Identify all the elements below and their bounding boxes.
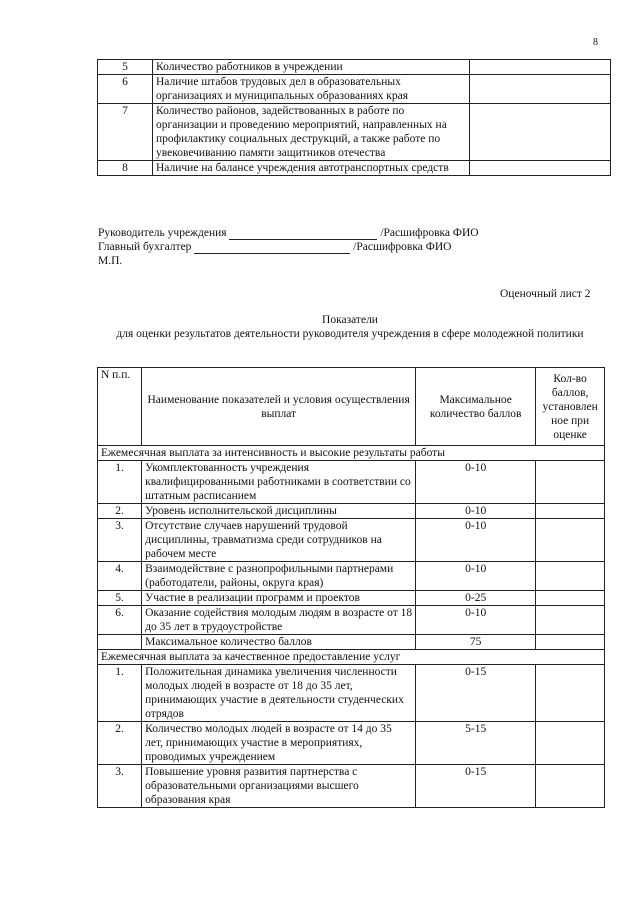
row-max: 0-10 [416, 606, 536, 635]
row-score-cell [536, 562, 605, 591]
signature-blank [229, 227, 377, 240]
row-number: 5. [98, 591, 142, 606]
row-text: Уровень исполнительской дисциплины [142, 504, 416, 519]
empty-cell [470, 161, 611, 176]
header-num: N п.п. [98, 368, 142, 446]
table-row [98, 60, 611, 75]
head-signature-line [98, 226, 598, 240]
table-row [98, 765, 605, 808]
empty-cell [470, 60, 611, 75]
row-max: 0-10 [416, 461, 536, 504]
section-title: Ежемесячная выплата за интенсивность и высокие результаты работы [98, 446, 605, 461]
row-number: 5 [98, 60, 153, 75]
row-text: Положительная динамика увеличения численности молодых людей в возрасте от 18 до 35 лет, принимающих участие в деятельности студенческих отрядов [142, 665, 416, 722]
table-row [98, 562, 605, 591]
section-row [98, 446, 605, 461]
row-max: 0-10 [416, 562, 536, 591]
row-number: 3. [98, 765, 142, 808]
row-text: Укомплектованность учреждения квалифицированными работниками в соответствии со штатным расписанием [142, 461, 416, 504]
table-header-row [98, 368, 605, 446]
head-label: Руководитель учреждения [98, 227, 227, 239]
total-label: Максимальное количество баллов [142, 635, 416, 650]
row-max: 0-10 [416, 519, 536, 562]
accountant-label: Главный бухгалтер [98, 241, 192, 253]
table-row [98, 665, 605, 722]
header-name: Наименование показателей и условия осуществления выплат [142, 368, 416, 446]
row-text: Количество районов, задействованных в работе по организации и проведению мероприятий, направленных на профилактику социальных деструкций, а также работе по увековечиванию памяти защитников отечества [153, 104, 470, 161]
row-score-cell [536, 461, 605, 504]
row-number: 2. [98, 504, 142, 519]
table-row [98, 606, 605, 635]
row-score-cell [536, 606, 605, 635]
row-text: Участие в реализации программ и проектов [142, 591, 416, 606]
table-row [98, 104, 611, 161]
signature-blank [194, 241, 350, 254]
row-number: 7 [98, 104, 153, 161]
row-number: 3. [98, 519, 142, 562]
accountant-signature-line [98, 240, 598, 254]
row-max: 0-10 [416, 504, 536, 519]
row-text: Повышение уровня развития партнерства с образовательными организациями высшего образования края [142, 765, 416, 808]
table-row [98, 504, 605, 519]
head-suffix: /Расшифровка ФИО [380, 227, 479, 239]
row-max: 5-15 [416, 722, 536, 765]
row-score-cell [536, 519, 605, 562]
table-row [98, 722, 605, 765]
row-text: Количество работников в учреждении [153, 60, 470, 75]
heading-title: Показатели [322, 314, 378, 326]
empty-cell [470, 104, 611, 161]
row-number: 2. [98, 722, 142, 765]
row-text: Оказание содействия молодым людям в возрасте от 18 до 35 лет в трудоустройстве [142, 606, 416, 635]
table-row [98, 75, 611, 104]
row-max: 0-15 [416, 665, 536, 722]
row-number: 1. [98, 665, 142, 722]
table-row [98, 591, 605, 606]
section-row [98, 650, 605, 665]
row-text: Наличие на балансе учреждения автотранспортных средств [153, 161, 470, 176]
sheet-label: Оценочный лист 2 [500, 288, 591, 300]
page-number: 8 [593, 37, 598, 48]
row-text: Наличие штабов трудовых дел в образовательных организациях и муниципальных образованиях края [153, 75, 470, 104]
row-text: Взаимодействие с разнопрофильными партнерами (работодатели, районы, округа края) [142, 562, 416, 591]
row-number: 6. [98, 606, 142, 635]
row-max: 0-15 [416, 765, 536, 808]
empty-cell [470, 75, 611, 104]
accountant-suffix: /Расшифровка ФИО [353, 241, 452, 253]
row-number: 4. [98, 562, 142, 591]
header-set: Кол-во баллов, установлен ное при оценке [536, 368, 605, 446]
indicators-table [97, 367, 605, 808]
row-score-cell [536, 635, 605, 650]
row-score-cell [536, 722, 605, 765]
row-text: Отсутствие случаев нарушений трудовой дисциплины, травматизма среди сотрудников на рабочем месте [142, 519, 416, 562]
row-text: Количество молодых людей в возрасте от 14 до 35 лет, принимающих участие в мероприятиях, проводимых учреждением [142, 722, 416, 765]
row-score-cell [536, 765, 605, 808]
empty-cell [98, 635, 142, 650]
stamp-label: М.П. [98, 255, 123, 267]
row-score-cell [536, 591, 605, 606]
row-score-cell [536, 665, 605, 722]
table-row [98, 519, 605, 562]
table-row [98, 461, 605, 504]
header-max: Максимальное количество баллов [416, 368, 536, 446]
row-number: 8 [98, 161, 153, 176]
heading-subtitle: для оценки результатов деятельности руководителя учреждения в сфере молодежной политики [116, 328, 584, 340]
criteria-table-continued [97, 59, 611, 176]
table-row [98, 161, 611, 176]
row-max: 0-25 [416, 591, 536, 606]
row-number: 1. [98, 461, 142, 504]
row-score-cell [536, 504, 605, 519]
row-number: 6 [98, 75, 153, 104]
section-title: Ежемесячная выплата за качественное предоставление услуг [98, 650, 605, 665]
total-value: 75 [416, 635, 536, 650]
total-row [98, 635, 605, 650]
